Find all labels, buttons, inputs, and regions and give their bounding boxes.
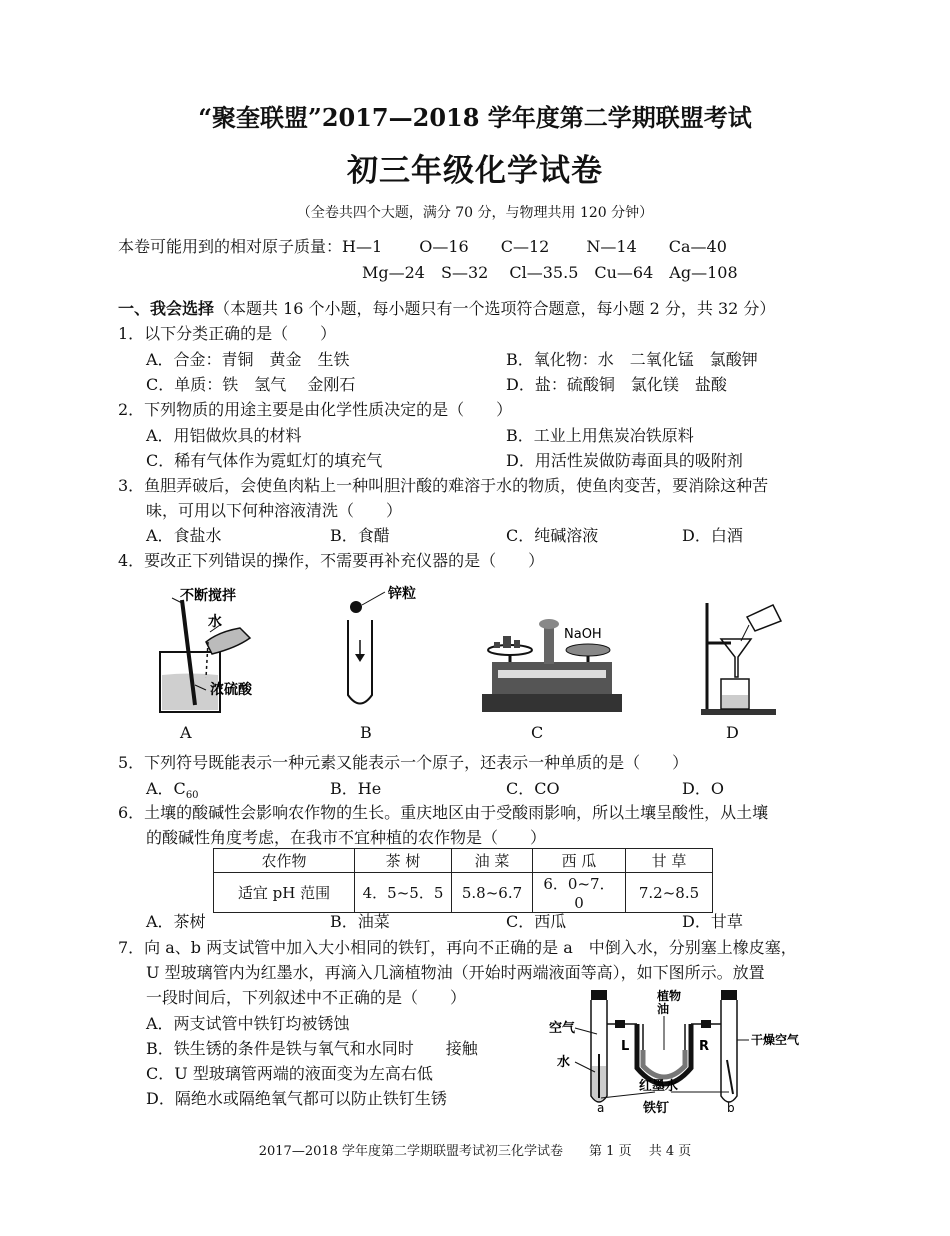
label-tube-b: b — [727, 1101, 735, 1115]
q5-option-a — [146, 776, 199, 801]
q7-option-d: D．隔绝水或隔绝氧气都可以防止铁钉生锈 — [146, 1089, 447, 1108]
q2-option-b: B．工业上用焦炭冶铁原料 — [506, 426, 694, 445]
atomic-mass-line1: 本卷可能用到的相对原子质量：H—1 O—16 C—12 N—14 Ca—40 — [118, 237, 727, 256]
q7-figure-utube — [545, 988, 800, 1116]
q3-option-c: C．纯碱溶液 — [506, 526, 599, 545]
q5-option-d: D．O — [682, 779, 724, 798]
label-r: R — [699, 1039, 710, 1054]
q7-option-b: B．铁生锈的条件是铁与氧气和水同时 接触 — [146, 1039, 478, 1058]
q1-stem: 1．以下分类正确的是（ ） — [118, 324, 337, 343]
table-row — [214, 849, 713, 873]
q7-stem-line1: 7．向 a、b 两支试管中加入大小相同的铁钉，再向不正确的是 a 中倒入水，分别塞上橡皮塞， — [118, 938, 797, 957]
q7-stem-line2: U 型玻璃管内为红墨水，再滴入几滴植物油（开始时两端液面等高），如下图所示。放置 — [146, 963, 765, 982]
section-desc: （本题共 16 个小题，每小题只有一个选项符合题意，每小题 2 分，共 32 分） — [214, 299, 776, 318]
exam-note: （全卷共四个大题，满分 70 分，与物理共用 120 分钟） — [296, 205, 654, 221]
q4-figure-a — [150, 580, 270, 720]
table-cell: 甘 草 — [626, 849, 713, 873]
q6-stem-line1: 6．土壤的酸碱性会影响农作物的生长。重庆地区由于受酸雨影响，所以土壤呈酸性，从土壤 — [118, 803, 769, 822]
q4-label-a: A — [180, 723, 192, 742]
q4-label-b: B — [360, 723, 372, 742]
label-water: 水 — [208, 614, 222, 630]
q4-figure-d — [695, 595, 785, 720]
label-nail: 铁钉 — [643, 1101, 670, 1116]
label-conc-acid: 浓硫酸 — [210, 682, 252, 698]
q6-option-c: C．西瓜 — [506, 912, 567, 931]
q5-option-b: B．He — [330, 779, 382, 798]
label-air: 空气 — [549, 1021, 576, 1036]
q4-label-c: C — [531, 723, 544, 742]
table-cell: 油 菜 — [452, 849, 533, 873]
q7-option-c: C．U 型玻璃管两端的液面变为左高右低 — [146, 1064, 433, 1083]
label-oil-text-2: 油 — [657, 1002, 670, 1016]
q6-option-d: D．甘草 — [682, 912, 743, 931]
q3-stem-line1: 3．鱼胆弄破后，会使鱼肉粘上一种叫胆汁酸的难溶于水的物质，使鱼肉变苦，要消除这种苦 — [118, 476, 769, 495]
table-cell: 4．5~5．5 — [355, 873, 452, 913]
label-oil — [657, 988, 685, 1016]
q1-option-a: A．合金：青铜 黄金 生铁 — [146, 350, 350, 369]
table-cell: 农作物 — [214, 849, 355, 873]
table-cell: 适宜 pH 范围 — [214, 873, 355, 913]
table-row — [214, 873, 713, 913]
label-l: L — [621, 1039, 630, 1054]
label-tube-a: a — [597, 1101, 605, 1115]
table-cell: 7.2~8.5 — [626, 873, 713, 913]
exam-title: “聚奎联盟”2017—2018 学年度第二学期联盟考试 — [198, 103, 752, 132]
table-cell: 茶 树 — [355, 849, 452, 873]
page-footer: 2017—2018 学年度第二学期联盟考试初三化学试卷 第 1 页 共 4 页 — [258, 1144, 692, 1159]
q3-stem-line2: 味，可用以下何种溶液清洗（ ） — [146, 501, 403, 520]
label-water-fig: 水 — [557, 1055, 571, 1070]
q6-option-a: A．茶树 — [146, 912, 206, 931]
atomic-mass-line2: Mg—24 S—32 Cl—35.5 Cu—64 Ag—108 — [362, 263, 738, 282]
label-red-ink: 红墨水 — [639, 1079, 679, 1094]
label-oil-text: 植物 — [657, 989, 682, 1003]
q6-stem-line2: 的酸碱性角度考虑，在我市不宜种植的农作物是（ ） — [146, 828, 547, 847]
table-cell: 西 瓜 — [533, 849, 626, 873]
q1-option-c: C．单质：铁 氢气 金刚石 — [146, 375, 356, 394]
q7-stem-line3: 一段时间后，下列叙述中不正确的是（ ） — [146, 988, 467, 1007]
paper-subtitle: 初三年级化学试卷 — [347, 153, 603, 189]
q7-option-a: A．两支试管中铁钉均被锈蚀 — [146, 1014, 350, 1033]
q3-option-b: B．食醋 — [330, 526, 390, 545]
label-dry-air: 干燥空气 — [751, 1033, 800, 1047]
q2-option-d: D．用活性炭做防毒面具的吸附剂 — [506, 451, 743, 470]
q5-option-a-prefix: A．C — [146, 779, 186, 798]
q3-option-d: D．白酒 — [682, 526, 743, 545]
q2-option-a: A．用铝做炊具的材料 — [146, 426, 302, 445]
label-stirring: 不断搅拌 — [180, 588, 236, 604]
table-cell: 5.8~6.7 — [452, 873, 533, 913]
q5-stem: 5．下列符号既能表示一种元素又能表示一个原子，还表示一种单质的是（ ） — [118, 753, 689, 772]
label-zinc: 锌粒 — [388, 586, 416, 602]
q5-option-c: C．CO — [506, 779, 560, 798]
q1-option-b: B．氧化物：水 二氧化锰 氯酸钾 — [506, 350, 758, 369]
q2-option-c: C．稀有气体作为霓虹灯的填充气 — [146, 451, 383, 470]
q2-stem: 2．下列物质的用途主要是由化学性质决定的是（ ） — [118, 400, 513, 419]
q4-stem: 4．要改正下列错误的操作，不需要再补充仪器的是（ ） — [118, 551, 545, 570]
table-cell: 6．0~7．0 — [533, 873, 626, 913]
label-naoh: NaOH — [564, 627, 602, 642]
q4-label-d: D — [726, 723, 739, 742]
q4-figure-c — [478, 612, 628, 722]
ph-table — [213, 848, 713, 913]
q3-option-a: A．食盐水 — [146, 526, 222, 545]
q4-figure-b — [330, 580, 430, 720]
section-title: 一、我会选择 — [118, 299, 215, 318]
q6-option-b: B．油菜 — [330, 912, 390, 931]
q1-option-d: D．盐：硫酸铜 氯化镁 盐酸 — [506, 375, 727, 394]
q5-option-a-subscript: 60 — [185, 790, 199, 802]
section-heading — [118, 296, 775, 319]
